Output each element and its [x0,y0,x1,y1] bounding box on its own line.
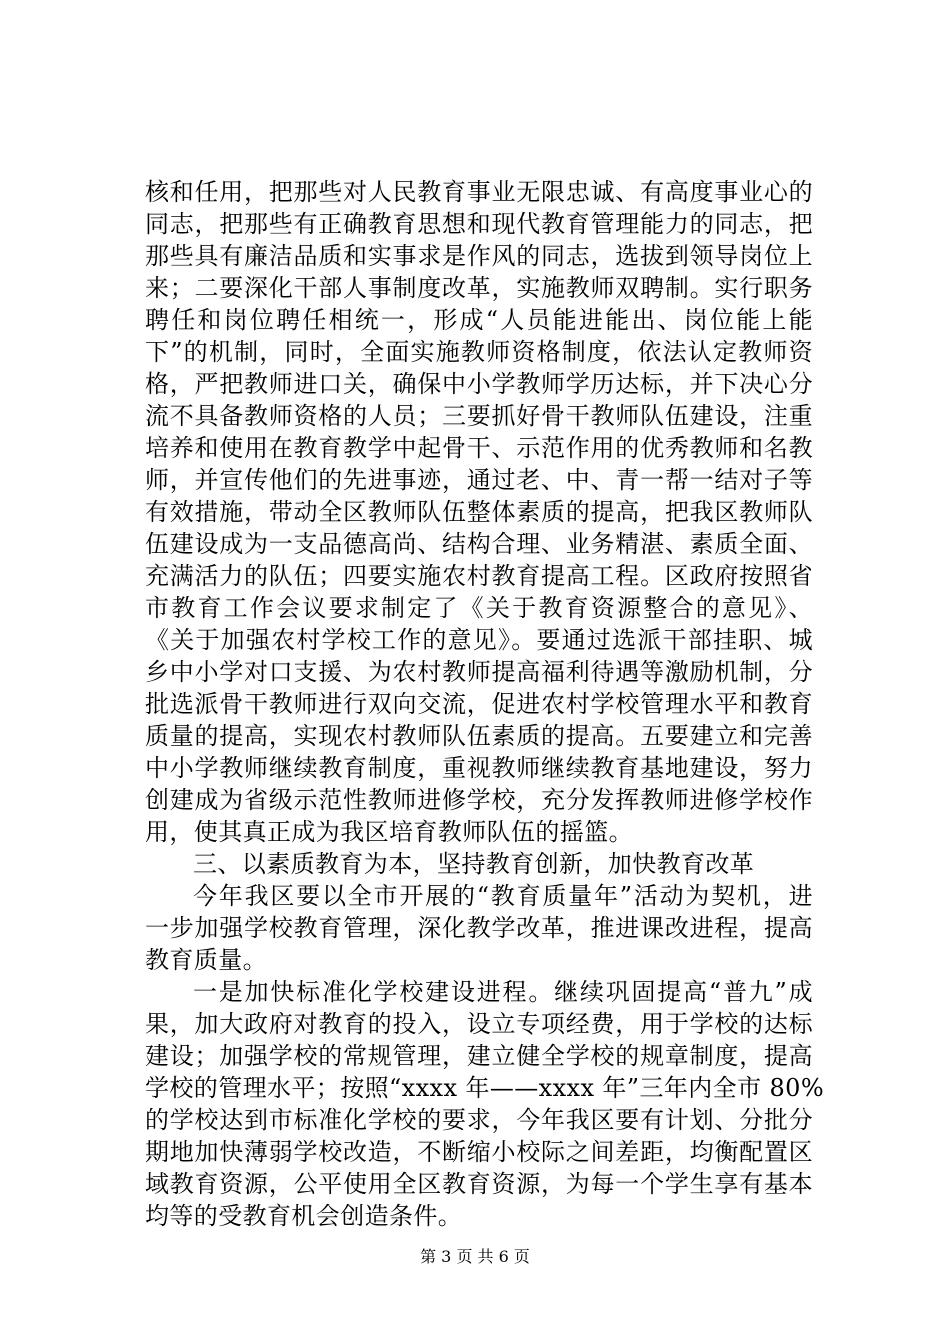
text-line: 的学校达到市标准化学校的要求，今年我区要有计划、分批分 [145,1106,813,1134]
text-line: 格，严把教师进口关，确保中小学教师学历达标，并下决心分 [145,370,813,398]
text-line: 创建成为省级示范性教师进修学校，充分发挥教师进修学校作 [145,786,813,814]
text-line: 今年我区要以全市开展的“教育质量年”活动为契机，进 [193,882,813,910]
text-line: 来；二要深化干部人事制度改革，实施教师双聘制。实行职务 [145,274,813,302]
text-line: 均等的受教育机会创造条件。 [145,1202,463,1230]
text-line: 域教育资源，公平使用全区教育资源，为每一个学生享有基本 [145,1170,813,1198]
page-footer: 第 3 页 共 6 页 [420,1247,530,1266]
text-line: 培养和使用在教育教学中起骨干、示范作用的优秀教师和名教 [145,434,813,462]
text-line: 三、以素质教育为本，坚持教育创新，加快教育改革 [193,850,755,878]
text-line: 批选派骨干教师进行双向交流，促进农村学校管理水平和教育 [145,690,813,718]
text-line: 一步加强学校教育管理，深化教学改革，推进课改进程，提高 [145,914,813,942]
text-line: 有效措施，带动全区教师队伍整体素质的提高，把我区教师队 [145,498,813,526]
text-line: 师，并宣传他们的先进事迹，通过老、中、青一帮一结对子等 [145,466,813,494]
text-line: 乡中小学对口支援、为农村教师提高福利待遇等激励机制，分 [145,658,813,686]
text-line: 伍建设成为一支品德高尚、结构合理、业务精湛、素质全面、 [145,530,813,558]
text-line: 中小学教师继续教育制度，重视教师继续教育基地建设，努力 [145,754,813,782]
text-line: 市教育工作会议要求制定了《关于教育资源整合的意见》、 [145,594,813,622]
text-line: 教育质量。 [145,946,267,974]
text-line: 充满活力的队伍；四要实施农村教育提高工程。区政府按照省 [145,562,813,590]
text-line: 期地加快薄弱学校改造，不断缩小校际之间差距，均衡配置区 [145,1138,813,1166]
text-line: 那些具有廉洁品质和实事求是作风的同志，选拔到领导岗位上 [145,242,813,270]
text-line: 建设；加强学校的常规管理，建立健全学校的规章制度，提高 [145,1042,813,1070]
text-line: 聘任和岗位聘任相统一，形成“人员能进能出、岗位能上能 [145,306,813,334]
text-line: 下”的机制，同时，全面实施教师资格制度，依法认定教师资 [145,338,813,366]
text-line: 质量的提高，实现农村教师队伍素质的提高。五要建立和完善 [145,722,813,750]
text-line: 流不具备教师资格的人员；三要抓好骨干教师队伍建设，注重 [145,402,813,430]
body-text [145,176,825,1232]
text-line: 果，加大政府对教育的投入，设立专项经费，用于学校的达标 [145,1010,813,1038]
text-line: 学校的管理水平；按照“xxxx 年——xxxx 年”三年内全市 80% [145,1074,825,1102]
text-line: 用，使其真正成为我区培育教师队伍的摇篮。 [145,818,633,846]
text-line: 《关于加强农村学校工作的意见》。要通过选派干部挂职、城 [145,626,813,654]
text-line: 同志，把那些有正确教育思想和现代教育管理能力的同志，把 [145,210,813,238]
text-line: 核和任用，把那些对人民教育事业无限忠诚、有高度事业心的 [145,178,813,206]
text-line: 一是加快标准化学校建设进程。继续巩固提高“普九”成 [193,978,813,1006]
